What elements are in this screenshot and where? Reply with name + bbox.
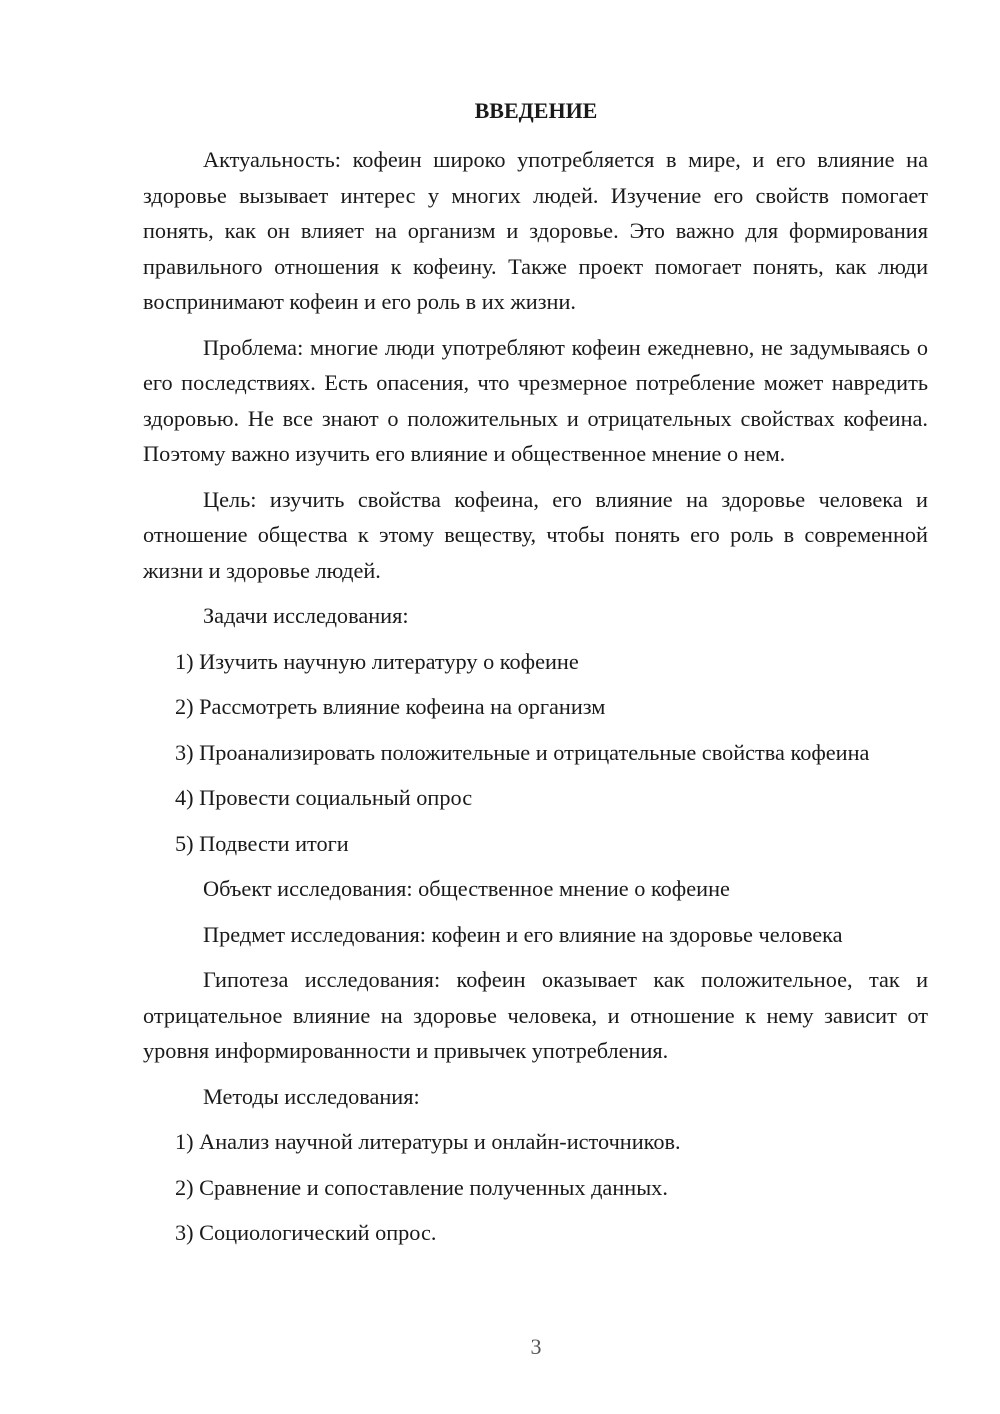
method-item: 3) Социологический опрос. bbox=[175, 1220, 437, 1245]
methods-heading: Методы исследования: bbox=[203, 1083, 420, 1109]
task-item: 1) Изучить научную литературу о кофеине bbox=[175, 648, 579, 674]
research-object: Объект исследования: общественное мнение о кофеине bbox=[203, 876, 730, 901]
task-item: 5) Подвести итоги bbox=[175, 830, 349, 856]
relevance-paragraph: Актуальность: кофеин широко употребляется в мире, и его влияние на здоровье вызывает интерес у многих людей. Изучение его свойств помогает понять, как он влияет на организм и здоровье. Это важно для формирования правильного отношения к кофеину. Также проект помогает понять, как люди воспринимают кофеин и его роль в их жизни. bbox=[143, 147, 928, 314]
goal-paragraph: Цель: изучить свойства кофеина, его влияние на здоровье человека и отношение общества к этому веществу, чтобы понять его роль в современной жизни и здоровье людей. bbox=[143, 486, 928, 583]
method-item: 1) Анализ научной литературы и онлайн-источников. bbox=[175, 1129, 681, 1154]
task-item: 4) Провести социальный опрос bbox=[175, 785, 473, 810]
research-subject: Предмет исследования: кофеин и его влияние на здоровье человека bbox=[203, 921, 843, 947]
problem-paragraph: Проблема: многие люди употребляют кофеин ежедневно, не задумываясь о его последствиях. Есть опасения, что чрезмерное потребление может навредить здоровью. Не все знают о положительных и отрицательных свойствах кофеина. Поэтому важно изучить его влияние и общественное мнение о нем. bbox=[143, 334, 928, 466]
task-item: 2) Рассмотреть влияние кофеина на организм bbox=[175, 694, 606, 719]
page-number: 3 bbox=[530, 1334, 542, 1359]
tasks-heading: Задачи исследования: bbox=[203, 603, 409, 628]
page-title: ВВЕДЕНИЕ bbox=[474, 98, 598, 123]
method-item: 2) Сравнение и сопоставление полученных данных. bbox=[175, 1174, 668, 1200]
hypothesis-paragraph: Гипотеза исследования: кофеин оказывает как положительное, так и отрицательное влияние на здоровье человека, и отношение к нему зависит от уровня информированности и привычек употребления. bbox=[143, 967, 928, 1063]
document-body bbox=[143, 142, 928, 1261]
task-item: 3) Проанализировать положительные и отрицательные свойства кофеина bbox=[175, 739, 870, 765]
